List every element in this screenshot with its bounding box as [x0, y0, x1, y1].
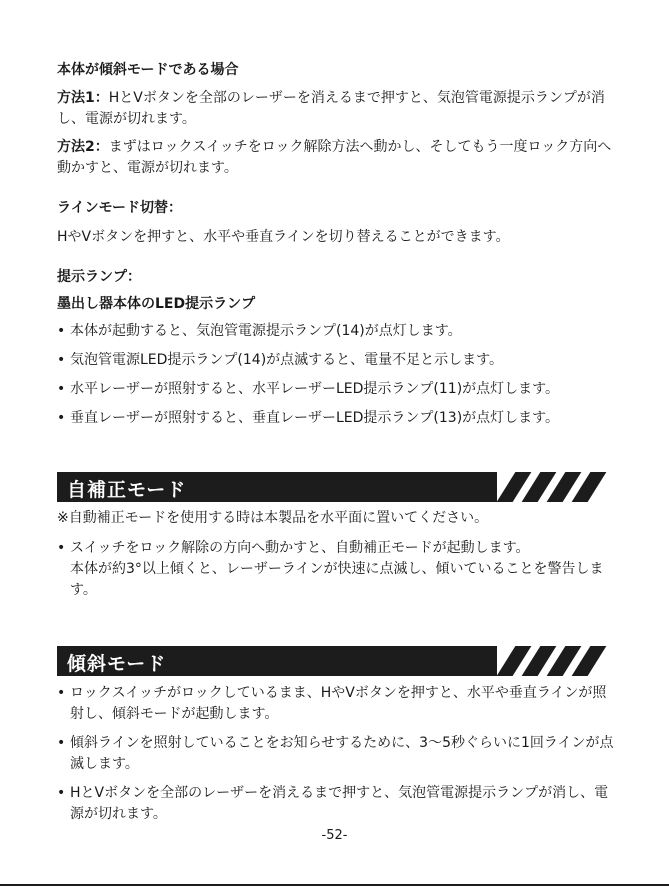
tilt-case-heading: 本体が傾斜モードである場合	[57, 62, 239, 78]
tilt-mode-list	[57, 683, 617, 825]
list-item: • ロックスイッチがロックしているまま、HやVボタンを押すと、水平や垂直ラインが照射し、傾斜モードが起動します。	[57, 683, 617, 725]
self-level-title: 自補正モード	[67, 479, 187, 501]
line-mode-text: HやVボタンを押すと、水平や垂直ラインを切り替えることができます。	[57, 229, 510, 245]
list-item: • 傾斜ラインを照射していることをお知らせするために、3～5秒ぐらいに1回ラインが点滅します。	[57, 733, 617, 775]
list-item: • 垂直レーザーが照射すると、垂直レーザーLED提示ランプ(13)が点灯します。	[57, 408, 617, 429]
line-mode-heading: ラインモード切替：	[57, 200, 183, 216]
self-level-note: ※自動補正モードを使用する時は本製品を水平面に置いてください。	[57, 510, 489, 526]
list-item: • 水平レーザーが照射すると、水平レーザーLED提示ランプ(11)が点灯します。	[57, 379, 617, 400]
tilt-mode-title: 傾斜モード	[67, 653, 167, 675]
list-item	[57, 538, 617, 601]
method2-label: 方法2：	[57, 139, 109, 155]
page-number: -52-	[321, 828, 348, 843]
method2-paragraph	[57, 137, 617, 179]
indicator-heading: 提示ランプ：	[57, 269, 141, 285]
self-level-title-bar	[57, 472, 597, 502]
self-level-item-line1: スイッチをロック解除の方向へ動かすと、自動補正モードが起動します。	[70, 540, 530, 556]
list-item: • 本体が起動すると、気泡管電源提示ランプ(14)が点灯します。	[57, 321, 617, 342]
method2-text: まずはロックスイッチをロック解除方法へ動かし、そしてもう一度ロック方向へ動かすと、電源が切れます。	[57, 139, 612, 176]
method1-text: HとVボタンを全部のレーザーを消えるまで押すと、気泡管電源提示ランプが消し、電源が切れます。	[57, 90, 605, 127]
indicator-list	[57, 321, 617, 429]
self-level-item-line2: 本体が約3°以上傾くと、レーザーラインが快速に点滅し、傾いていることを警告します。	[70, 561, 604, 598]
list-item: • HとVボタンを全部のレーザーを消えるまで押すと、気泡管電源提示ランプが消し、電源が切れます。	[57, 783, 617, 825]
footer-divider	[0, 884, 669, 886]
method1-paragraph	[57, 88, 617, 130]
self-level-list	[57, 538, 617, 601]
tilt-mode-title-bar	[57, 646, 597, 676]
method1-label: 方法1：	[57, 90, 109, 106]
list-item: • 気泡管電源LED提示ランプ(14)が点滅すると、電量不足と示します。	[57, 350, 617, 371]
indicator-subheading: 墨出し器本体のLED提示ランプ	[57, 296, 256, 312]
